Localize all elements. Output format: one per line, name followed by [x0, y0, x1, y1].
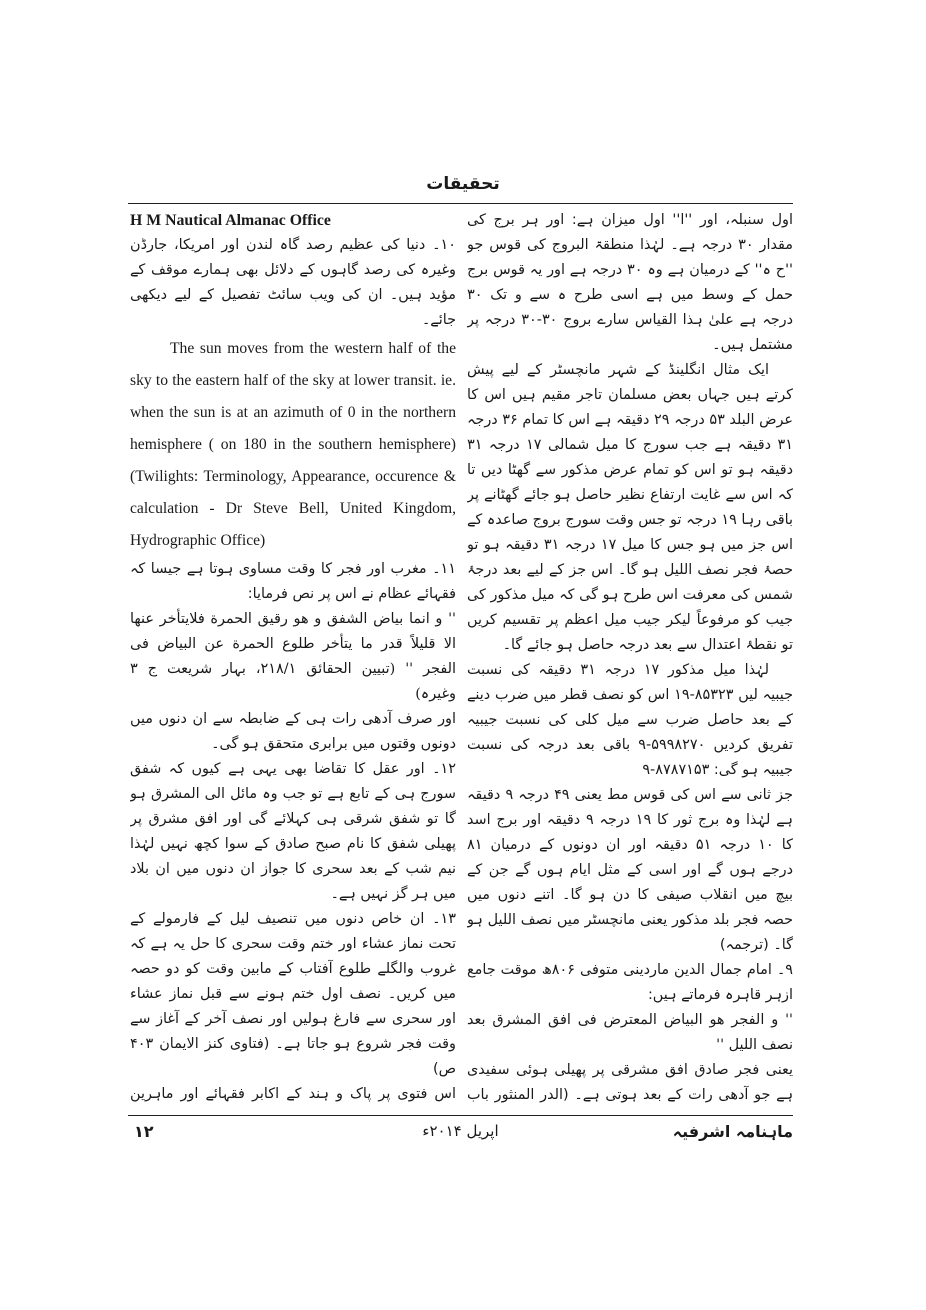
paragraph: جز ثانی سے اس کی قوس مط یعنی ۴۹ درجہ ۹ دقیقہ ہے لہٰذا وہ برج ثور کا ۱۹ درجہ ۹ دقیقہ اور برج اسد کا ۱۰ درجہ ۵۱ دقیقہ اور ان دونوں کے درمیان ۸۱ درجے ہوں گے اور اسی کے مثل ایام ہوں گے جن کے بیچ میں انقلاب صیفی کا دن ہو گا۔ اتنے دنوں میں حصہ فجر بلد مذکور یعنی مانچسٹر میں نصف اللیل ہو گا۔ (ترجمہ): [467, 787, 793, 953]
arabic-quote: '' و انما بياض الشفق و هو رقيق الحمرة فلايتأخر عنها الا قليلاً قدر ما يتأخر طلوع الحمرة عن البياض فی الفجر '' (تبیین الحقائق ۲۱۸/۱، بہار شریعت ج ۳ وغیرہ): [130, 611, 456, 702]
paragraph: ۱۰۔ دنیا کی عظیم رصد گاہ لندن اور امریکا، جارڈن وغیرہ کی رصد گاہوں کے دلائل بھی ہمارے موقف کے مؤید ہیں۔ ان کی ویب سائٹ تفصیل کے لیے دیکھی جائے۔: [130, 237, 456, 328]
issue-date: اپریل ۲۰۱۴ء: [422, 1122, 499, 1140]
paragraph: ۱۱۔ مغرب اور فجر کا وقت مساوی ہوتا ہے جیسا کہ فقہائے عظام نے اس پر نص فرمایا:: [130, 561, 456, 602]
paragraph: اور صرف آدھی رات ہی کے ضابطہ سے ان دنوں میں دونوں وقتوں میں برابری متحقق ہو گی۔: [130, 711, 456, 752]
footer-rule: [128, 1115, 793, 1116]
paragraph: ۹۔ امام جمال الدین ماردینی متوفی ۸۰۶ھ موقت جامع ازہر قاہرہ فرماتے ہیں:: [467, 962, 793, 1003]
paragraph: ۱۲۔ اور عقل کا تقاضا بھی یہی ہے کیوں کہ شفق سورج ہی کے تابع ہے تو جب وہ مائل الی المشرق ہو گا تو شفق شرقی ہی کہلائے گی اور افق مشرق پر پھیلی شفق کا نام صبح صادق کے سوا کچھ نہیں لہٰذا نیم شب کے بعد سحری کا جواز ان دنوں میں ان بلاد میں ہر گز نہیں ہے۔: [130, 761, 456, 902]
paragraph: لہٰذا میل مذکور ۱۷ درجہ ۳۱ دقیقہ کی نسبت جیبیہ لیں ۸۵۳۲۳-۱۹ اس کو نصف قطر میں ضرب دینے کے بعد حاصل ضرب سے میل کلی کی نسبت جیبیہ تفریق کردیں ۵۹۹۸۲۷۰-۹ باقی بعد درجہ کی نسبت جیبیہ ہو گی: ۸۷۸۷۱۵۳-۹: [467, 662, 793, 778]
magazine-name: ماہنامہ اشرفیہ: [672, 1122, 793, 1141]
header-rule: [128, 203, 793, 204]
left-column: [130, 208, 456, 1108]
page-footer: [128, 1122, 793, 1152]
paragraph: ایک مثال انگلینڈ کے شہر مانچسٹر کے لیے پیش کرتے ہیں جہاں بعض مسلمان تاجر مقیم ہیں اس کا عرض البلد ۵۳ درجہ ۲۹ دقیقہ ہے اس کا تمام ۳۶ درجہ ۳۱ دقیقہ ہے جب سورج کا میل شمالی ۱۷ درجہ ۳۱ دقیقہ ہو تو اس کو تمام عرض مذکور سے گھٹا دیں تا کہ اس سے غایت ارتفاع نظیر حاصل ہو جائے گھٹانے پر باقی رہا ۱۹ درجہ تو جس وقت سورج بروج صاعدہ کے اس جز میں ہو جس کا میل ۱۷ درجہ ۳۱ دقیقہ ہو تو حصۂ فجر نصف اللیل ہو گا۔ اس جز کے لیے بعد درجۂ شمس کی معرفت اس طرح ہو گی کہ میل مذکور کی جیب کو مرفوعاً لیکر جیب میل اعظم پر تقسیم کریں تو نقطۂ اعتدال سے بعد درجہ حاصل ہو جائے گا۔: [467, 362, 793, 653]
observatory-name: H M Nautical Almanac Office: [130, 212, 331, 229]
paragraph: یعنی فجر صادق افق مشرقی پر پھیلی ہوئی سفیدی ہے جو آدھی رات کے بعد ہوتی ہے۔ (الدر المنثور باب: [467, 1062, 793, 1103]
page-number: ۱۲: [134, 1122, 154, 1141]
right-column: [467, 208, 793, 1108]
paragraph: اس فتوی پر پاک و ہند کے اکابر فقہائے اور ماہرین: [130, 1086, 456, 1102]
arabic-quote: '' و الفجر هو البياض المعترض فی افق المشرق بعد نصف الليل '': [467, 1012, 793, 1053]
paragraph: اول سنبلہ، اور ''ا'' اول میزان ہے: اور ہر برج کی مقدار ۳۰ درجہ ہے۔ لہٰذا منطقۃ البروج کی قوس جو ''ح ہ'' کے درمیان ہے وہ ۳۰ درجہ ہے اور یہ قوس برج حمل کے وسط میں ہے اسی طرح ہ سے و تک ۳۰ درجہ ہے علیٰ ہذا القیاس سارے بروج ۳۰-۳۰ درجہ پر مشتمل ہیں۔: [467, 212, 793, 353]
running-header-title: تحقیقات: [426, 174, 500, 194]
paragraph: ۱۳۔ ان خاص دنوں میں تنصیف لیل کے فارمولے کے تحت نماز عشاء اور ختم وقت سحری کا حل یہ ہے کہ غروب والگلے طلوع آفتاب کے مابین وقت کو دو حصہ میں کریں۔ نصف اول ختم ہونے سے قبل نماز عشاء اور سحری سے فارغ ہولیں اور نصف آخر کے آغاز سے وقت فجر شروع ہو جاتا ہے۔ (فتاوی کنز الایمان ۴۰۳ ص): [130, 911, 456, 1077]
english-quote: The sun moves from the western half of the sky to the eastern half of the sky at lower transit. ie. when the sun is at an azimuth of 0 in the northern hemisphere ( on 180 in the southern hemisphere) (Twilights: Terminology, Appearance, occurence & calculation - Dr Steve Bell, United Kingdom, Hydrographic Office): [130, 340, 456, 549]
